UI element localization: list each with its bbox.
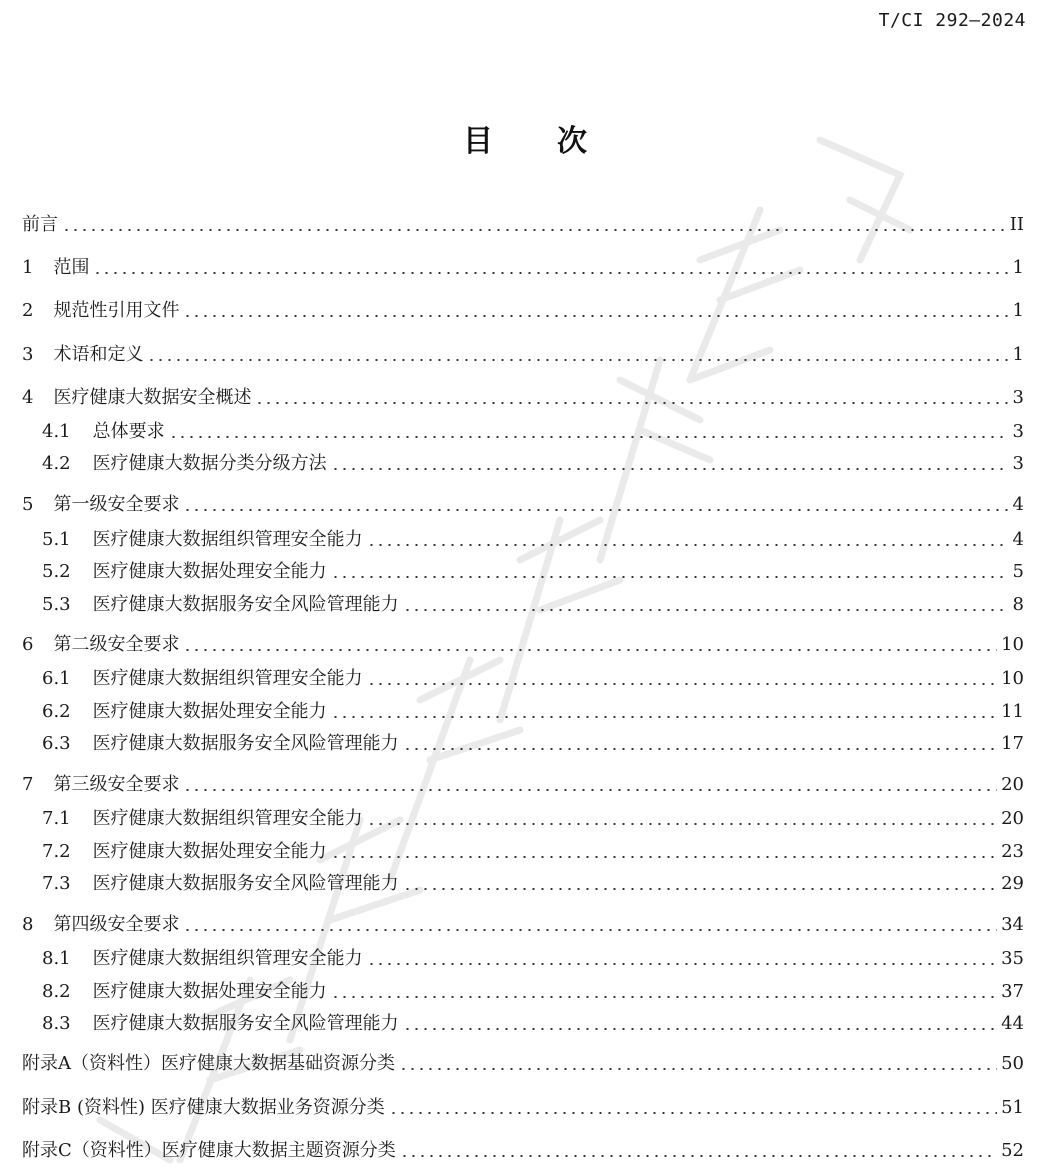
- toc-entry-page: 34: [1001, 914, 1024, 935]
- toc-entry-title: 附录B (资料性) 医疗健康大数据业务资源分类: [22, 1097, 385, 1118]
- toc-entry-number: 6.1: [42, 668, 71, 689]
- toc-entry-page: 8: [1012, 594, 1024, 615]
- toc-entry[interactable]: [22, 296, 1024, 322]
- toc-entry[interactable]: [22, 630, 1024, 656]
- toc-entry-number: 7.2: [42, 841, 71, 862]
- toc-entry-number: 5.1: [42, 529, 71, 550]
- toc-entry[interactable]: [22, 664, 1024, 690]
- toc-entry[interactable]: [22, 383, 1024, 409]
- toc-entry-title: 第一级安全要求: [53, 494, 180, 515]
- dot-leader: [400, 1155, 997, 1157]
- toc-entry-label: [22, 594, 399, 616]
- dot-leader: [183, 649, 997, 651]
- toc-entry-page: 1: [1012, 300, 1024, 321]
- toc-entry[interactable]: [22, 697, 1024, 723]
- toc-entry-label: [22, 300, 179, 322]
- toc-entry[interactable]: [22, 210, 1024, 236]
- toc-entry-label: [22, 561, 327, 583]
- toc-entry-label: [22, 914, 179, 936]
- toc-entry-title: 第二级安全要求: [53, 634, 180, 655]
- dot-leader: [403, 609, 1009, 611]
- toc-entry[interactable]: [22, 1009, 1024, 1035]
- toc-entry-page: 3: [1012, 387, 1024, 408]
- toc-entry-title: 医疗健康大数据分类分级方法: [92, 453, 327, 474]
- toc-entry-title: 医疗健康大数据处理安全能力: [92, 981, 327, 1002]
- toc-entry-number: 4.2: [42, 453, 71, 474]
- toc-entry-title: 术语和定义: [53, 344, 144, 365]
- toc-entry[interactable]: [22, 449, 1024, 475]
- toc-entry[interactable]: [22, 340, 1024, 366]
- dot-leader: [367, 683, 997, 685]
- toc-entry[interactable]: [22, 417, 1024, 443]
- toc-entry-title: 医疗健康大数据服务安全风险管理能力: [92, 1013, 399, 1034]
- toc-entry-number: 5: [22, 494, 34, 515]
- toc-entry[interactable]: [22, 804, 1024, 830]
- toc-entry-number: 8: [22, 914, 34, 935]
- dot-leader: [399, 1068, 997, 1070]
- toc-entry-page: 3: [1012, 453, 1024, 474]
- toc-entry[interactable]: [22, 525, 1024, 551]
- toc-entry-page: 4: [1012, 529, 1024, 550]
- toc-entry[interactable]: [22, 253, 1024, 279]
- toc-entry-page: 1: [1012, 344, 1024, 365]
- toc-entry-title: 医疗健康大数据组织管理安全能力: [92, 948, 363, 969]
- toc-entry-label: [22, 1013, 399, 1035]
- toc-entry-number: 4: [22, 387, 34, 408]
- toc-entry-label: [22, 981, 327, 1003]
- toc-entry-title: 医疗健康大数据处理安全能力: [92, 701, 327, 722]
- toc-entry[interactable]: [22, 1136, 1024, 1162]
- toc-entry-title: 第四级安全要求: [53, 914, 180, 935]
- toc-entry-page: 11: [1001, 701, 1024, 722]
- toc-entry-title: 医疗健康大数据服务安全风险管理能力: [92, 733, 399, 754]
- toc-entry[interactable]: [22, 729, 1024, 755]
- toc-entry-title: 医疗健康大数据服务安全风险管理能力: [92, 873, 399, 894]
- toc-entry-number: 8.2: [42, 981, 71, 1002]
- toc-entry-title: 医疗健康大数据服务安全风险管理能力: [92, 594, 399, 615]
- toc-entry-title: 医疗健康大数据处理安全能力: [92, 841, 327, 862]
- dot-leader: [169, 436, 1009, 438]
- toc-entry-page: 20: [1001, 808, 1024, 829]
- toc-entry-page: 51: [1001, 1097, 1024, 1118]
- toc-entry-label: [22, 494, 179, 516]
- toc-entry-page: 44: [1001, 1013, 1024, 1034]
- dot-leader: [183, 929, 997, 931]
- toc-entry-label: [22, 841, 327, 863]
- toc-entry-number: 1: [22, 257, 34, 278]
- toc-entry-label: [22, 214, 58, 236]
- toc-entry-page: 37: [1001, 981, 1024, 1002]
- toc-entry-label: [22, 453, 327, 475]
- toc-entry-page: 52: [1001, 1140, 1024, 1161]
- toc-entry-page: 10: [1001, 634, 1024, 655]
- toc-entry-label: [22, 529, 363, 551]
- toc-entry-label: [22, 948, 363, 970]
- toc-entry-label: [22, 421, 165, 443]
- toc-entry-page: 5: [1012, 561, 1024, 582]
- dot-leader: [367, 544, 1009, 546]
- toc-entry-page: 10: [1001, 668, 1024, 689]
- toc-entry-label: [22, 344, 143, 366]
- toc-entry-page: 4: [1012, 494, 1024, 515]
- toc-entry-page: 20: [1001, 774, 1024, 795]
- toc-entry[interactable]: [22, 490, 1024, 516]
- toc-entry-title: 总体要求: [92, 421, 165, 442]
- dot-leader: [183, 509, 1008, 511]
- toc-entry-number: 8.3: [42, 1013, 71, 1034]
- dot-leader: [367, 823, 997, 825]
- toc-entry-label: [22, 774, 179, 796]
- toc-entry-number: 6.3: [42, 733, 71, 754]
- toc-entry-title: 附录C（资料性）医疗健康大数据主题资源分类: [22, 1140, 396, 1161]
- dot-leader: [255, 402, 1008, 404]
- toc-entry[interactable]: [22, 1049, 1024, 1075]
- dot-leader: [389, 1112, 997, 1114]
- toc-entry-title: 第三级安全要求: [53, 774, 180, 795]
- toc-entry-label: [22, 1140, 396, 1162]
- dot-leader: [183, 315, 1008, 317]
- toc-entry-title: 医疗健康大数据处理安全能力: [92, 561, 327, 582]
- dot-leader: [183, 789, 997, 791]
- toc-entry[interactable]: [22, 944, 1024, 970]
- toc-entry-label: [22, 701, 327, 723]
- toc-entry-number: 6.2: [42, 701, 71, 722]
- toc-entry-title: 医疗健康大数据组织管理安全能力: [92, 808, 363, 829]
- toc-entry-number: 8.1: [42, 948, 71, 969]
- toc-entry-label: [22, 634, 179, 656]
- dot-leader: [331, 468, 1009, 470]
- toc-entry-label: [22, 257, 89, 279]
- toc-entry[interactable]: [22, 869, 1024, 895]
- toc-entry-number: 2: [22, 300, 34, 321]
- dot-leader: [331, 576, 1009, 578]
- toc-entry-title: 医疗健康大数据组织管理安全能力: [92, 668, 363, 689]
- toc-entry[interactable]: [22, 910, 1024, 936]
- dot-leader: [367, 963, 997, 965]
- toc-entry-page: 3: [1012, 421, 1024, 442]
- toc-entry-label: [22, 1053, 395, 1075]
- toc-entry-number: 4.1: [42, 421, 71, 442]
- dot-leader: [331, 996, 997, 998]
- toc-entry-title: 范围: [53, 257, 90, 278]
- toc-entry[interactable]: [22, 837, 1024, 863]
- toc-entry-label: [22, 1097, 385, 1119]
- toc-entry[interactable]: [22, 977, 1024, 1003]
- toc-entry-label: [22, 387, 251, 409]
- toc-entry-number: 5.3: [42, 594, 71, 615]
- toc-entry-number: 6: [22, 634, 34, 655]
- toc-entry-number: 7: [22, 774, 34, 795]
- toc-entry-page: 50: [1001, 1053, 1024, 1074]
- toc-entry[interactable]: [22, 770, 1024, 796]
- toc-entry-number: 3: [22, 344, 34, 365]
- toc-entry[interactable]: [22, 1093, 1024, 1119]
- dot-leader: [403, 748, 997, 750]
- dot-leader: [403, 1028, 997, 1030]
- dot-leader: [331, 716, 997, 718]
- toc-entry-title: 医疗健康大数据安全概述: [53, 387, 252, 408]
- toc-entry-page: 23: [1001, 841, 1024, 862]
- toc-entry-page: 35: [1001, 948, 1024, 969]
- page-title: 目次: [463, 124, 651, 159]
- toc-entry-number: 5.2: [42, 561, 71, 582]
- dot-leader: [331, 856, 997, 858]
- toc-entry[interactable]: [22, 590, 1024, 616]
- toc-entry-title: 规范性引用文件: [53, 300, 180, 321]
- dot-leader: [147, 359, 1008, 361]
- dot-leader: [62, 229, 1006, 231]
- toc-entry-title: 前言: [22, 214, 58, 235]
- toc-entry-page: 1: [1012, 257, 1024, 278]
- toc-entry-label: [22, 733, 399, 755]
- toc-entry-label: [22, 808, 363, 830]
- toc-entry-page: II: [1009, 214, 1024, 235]
- toc-entry-number: 7.1: [42, 808, 71, 829]
- toc-entry-title: 附录A（资料性）医疗健康大数据基础资源分类: [22, 1053, 395, 1074]
- toc-entry-label: [22, 873, 399, 895]
- toc-entry-label: [22, 668, 363, 690]
- toc-entry-title: 医疗健康大数据组织管理安全能力: [92, 529, 363, 550]
- dot-leader: [93, 272, 1008, 274]
- toc-entry-page: 29: [1001, 873, 1024, 894]
- dot-leader: [403, 888, 997, 890]
- toc-entry[interactable]: [22, 557, 1024, 583]
- toc-entry-page: 17: [1001, 733, 1024, 754]
- document-code: T/CI 292—2024: [878, 10, 1026, 31]
- toc-entry-number: 7.3: [42, 873, 71, 894]
